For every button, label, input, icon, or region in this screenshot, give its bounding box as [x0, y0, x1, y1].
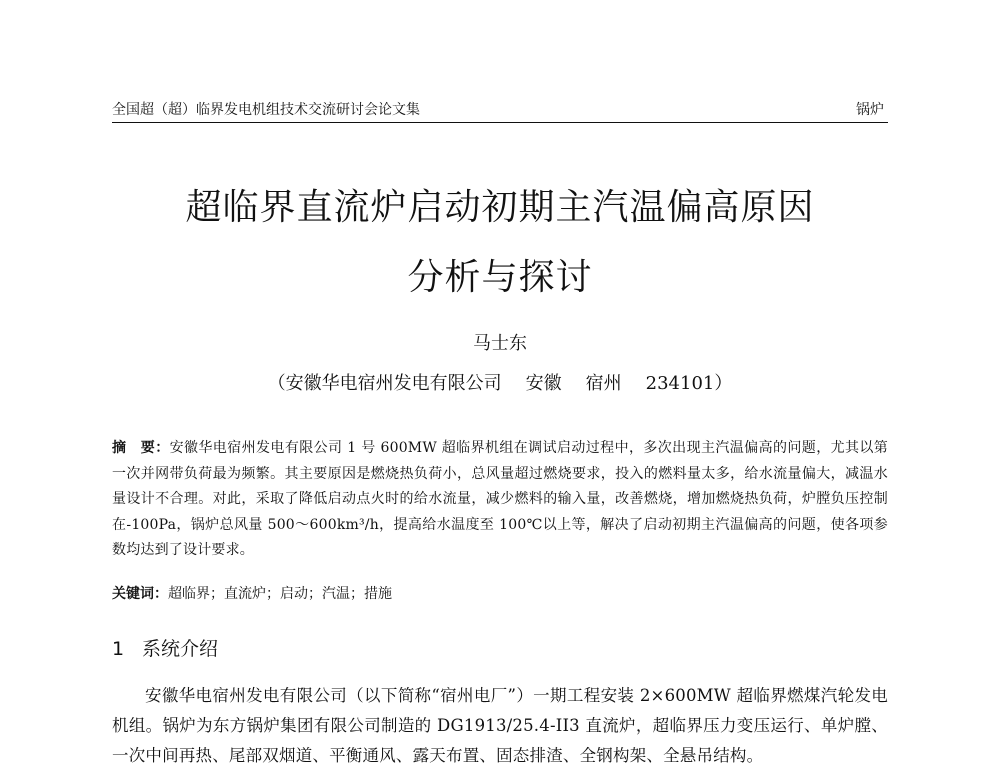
keywords-label: 关键词： [112, 586, 168, 602]
abstract [112, 436, 888, 564]
affiliation-close-paren: ） [714, 373, 733, 394]
affiliation-organization: 安徽华电宿州发电有限公司 [285, 373, 502, 394]
abstract-text: 安徽华电宿州发电有限公司 1 号 600MW 超临界机组在调试启动过程中，多次出现主汽温偏高的问题，尤其以第一次并网带负荷最为频繁。其主要原因是燃烧热负荷小，总风量超过燃烧要求，投入的燃料量太多，给水流量偏大，减温水量设计不合理。对此，采取了降低启动点火时的给水流量，减少燃料的输入量，改善燃烧，增加燃烧热负荷，炉膛负压控制在-100Pa，锅炉总风量 500～600km³/h，提高给水温度至 100℃以上等，解决了启动初期主汽温偏高的问题，使各项参数均达到了设计要求。 [112, 440, 888, 558]
affiliation-province: 安徽 [525, 373, 562, 394]
affiliation [100, 372, 900, 396]
paper-title-line-2: 分析与探讨 [407, 257, 593, 298]
abstract-label: 摘 要： [112, 440, 170, 456]
section-title: 系统介绍 [142, 638, 219, 660]
affiliation-postcode: 234101 [645, 373, 715, 394]
running-head-proceedings: 全国超（超）临界发电机组技术交流研讨会论文集 [112, 102, 420, 118]
section-number: 1 [112, 638, 125, 660]
keywords [112, 582, 888, 606]
running-head-section: 锅炉 [856, 102, 884, 118]
paper-title-line-1: 超临界直流炉启动初期主汽温偏高原因 [185, 187, 815, 228]
section-heading-1 [112, 636, 218, 662]
keywords-text: 超临界；直流炉；启动；汽温；措施 [168, 586, 392, 602]
affiliation-open-paren: （ [267, 373, 286, 394]
body-paragraph-1: 安徽华电宿州发电有限公司（以下简称“宿州电厂”）一期工程安装 2×600MW 超临界燃煤汽轮发电机组。锅炉为东方锅炉集团有限公司制造的 DG1913/25.4-II3 直流炉，超临界压力变压运行、单炉膛、一次中间再热、尾部双烟道、平衡通风、露天布置、固态排渣、全钢构架、全悬吊结构。 [112, 686, 888, 765]
running-head [112, 98, 888, 123]
affiliation-city: 宿州 [585, 373, 622, 394]
author-name: 马士东 [473, 333, 527, 354]
